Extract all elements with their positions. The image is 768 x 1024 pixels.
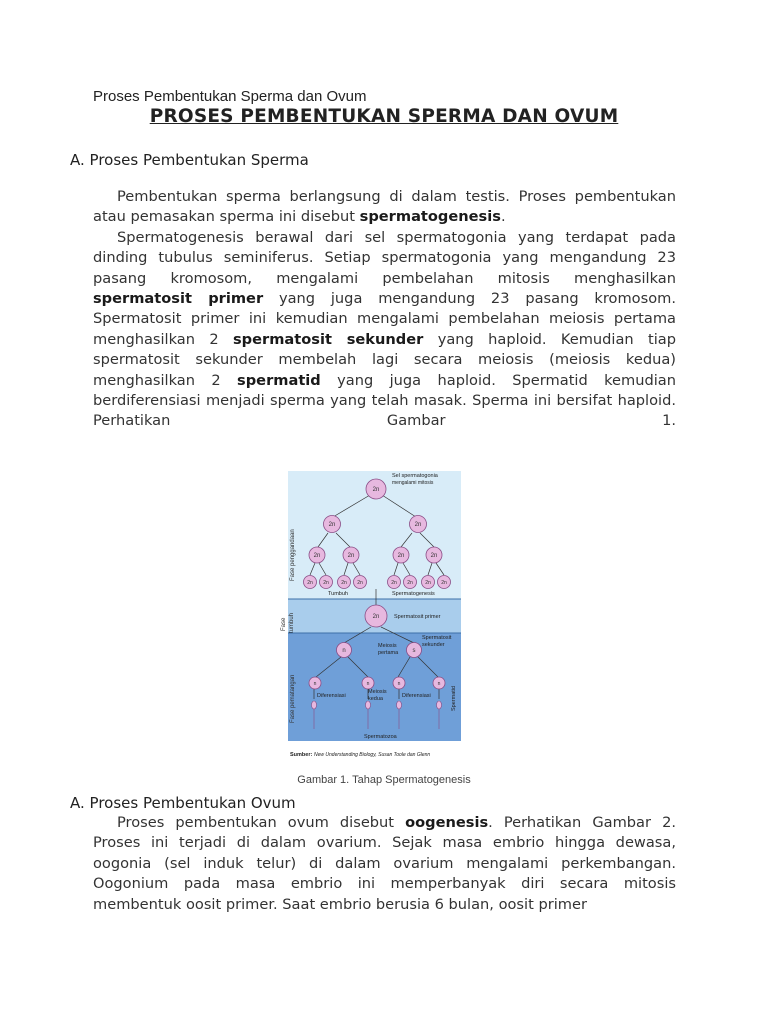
label-meiosis-pertama-1: Meiosis	[378, 643, 397, 649]
cell-label: 2n	[372, 487, 380, 493]
cell-label: 2n	[425, 580, 431, 586]
label-spermatosit-sekunder-2: sekunder	[422, 642, 445, 648]
label-spermatosit-primer: Spermatosit primer	[394, 614, 441, 620]
cell-label: 2n	[357, 580, 363, 586]
label-diferensiasi-left: Diferensiasi	[317, 693, 346, 699]
label-mengalami-mitosis: mengalami mitosis	[392, 480, 434, 486]
figure-caption: Gambar 1. Tahap Spermatogenesis	[297, 774, 471, 786]
cell-label: n	[342, 648, 346, 654]
label-fase-pematangan: Fase pematangan	[290, 674, 296, 723]
label-sel-spermatogonia: Sel spermatogonia	[392, 473, 438, 479]
section-heading-sperma: A. Proses Pembentukan Sperma	[70, 151, 309, 169]
cell-label: 2n	[323, 580, 329, 586]
label-meiosis-kedua-1: Meiosis	[368, 689, 387, 695]
section-body-sperma	[93, 187, 676, 432]
cell-label: 2n	[414, 522, 422, 528]
paragraph-oogenesis: Proses pembentukan ovum disebut oogenesis. Perhatikan Gambar 2. Proses ini terjadi di dalam ovarium. Sejak masa embrio hingga dewasa, oogonia (sel induk telur) di dalam ovarium mengalami perkembangan. Oogonium pada masa embrio ini memperbanyak diri secara mitosis membentuk oosit primer. Saat embrio berusia 6 bulan, oosit primer	[93, 814, 676, 913]
cell-label: n	[437, 681, 441, 687]
label-fase-penggandaan: Fase penggandaan	[290, 529, 296, 581]
cell-label: 2n	[347, 553, 355, 559]
label-spermatid: Spermatid	[451, 685, 457, 711]
cell-label: 2n	[391, 580, 397, 586]
cell-label: 2n	[341, 580, 347, 586]
cell-label: 2n	[407, 580, 413, 586]
cell-label: n	[366, 681, 370, 687]
cell-label: s	[412, 648, 416, 654]
cell-label: n	[397, 681, 401, 687]
label-fase-tumbuh-2: tumbuh	[289, 612, 295, 633]
cell-label: 2n	[397, 553, 405, 559]
cell-label: n	[313, 681, 317, 687]
figure-source-label: Sumber:	[290, 752, 313, 758]
label-spermatozoa: Spermatozoa	[364, 734, 397, 740]
section-heading-ovum: A. Proses Pembentukan Ovum	[70, 794, 296, 812]
cell-label: 2n	[313, 553, 321, 559]
cell-label: 2n	[441, 580, 447, 586]
label-tumbuh: Tumbuh	[328, 591, 348, 597]
label-fase-tumbuh-1: Fase	[281, 617, 287, 631]
label-meiosis-pertama-2: pertama	[378, 650, 399, 656]
figure-source-text: New Understanding Biology, Susan Toole dan Glenn	[314, 752, 431, 758]
spermatogenesis-diagram	[281, 471, 461, 763]
cell-label: 2n	[328, 522, 336, 528]
label-spermatogenesis: Spermatogenesis	[392, 591, 435, 597]
document-title: PROSES PEMBENTUKAN SPERMA DAN OVUM	[149, 106, 619, 127]
document-header-line: Proses Pembentukan Sperma dan Ovum	[93, 88, 367, 105]
spermatogenesis-figure	[281, 471, 461, 767]
label-meiosis-kedua-2: kedua	[368, 696, 383, 702]
cell-label: 2n	[372, 614, 380, 620]
paragraph-spermatogenesis-intro: Pembentukan sperma berlangsung di dalam testis. Proses pembentukan atau pemasakan sperma ini disebut spermatogenesis.	[93, 188, 676, 226]
paragraph-spermatogenesis-process: Spermatogenesis berawal dari sel spermatogonia yang terdapat pada dinding tubulus seminiferus. Setiap spermatogonia yang mengandung 23 pasang kromosom, mengalami pembelahan mitosis menghasilkan spermatosit primer yang juga mengandung 23 pasang kromosom. Spermatosit primer ini kemudian mengalami pembelahan meiosis pertama menghasilkan 2 spermatosit sekunder yang haploid. Kemudian tiap spermatosit sekunder membelah lagi secara meiosis (meiosis kedua) menghasilkan 2 spermatid yang juga haploid. Spermatid kemudian berdiferensiasi menjadi sperma yang telah masak. Sperma ini bersifat haploid. Perhatikan Gambar 1.	[93, 228, 677, 430]
label-spermatosit-sekunder-1: Spermatosit	[422, 635, 452, 641]
cell-label: 2n	[307, 580, 313, 586]
cell-label: 2n	[430, 553, 438, 559]
section-body-ovum	[93, 813, 676, 915]
label-diferensiasi-right: Diferensiasi	[402, 693, 431, 699]
